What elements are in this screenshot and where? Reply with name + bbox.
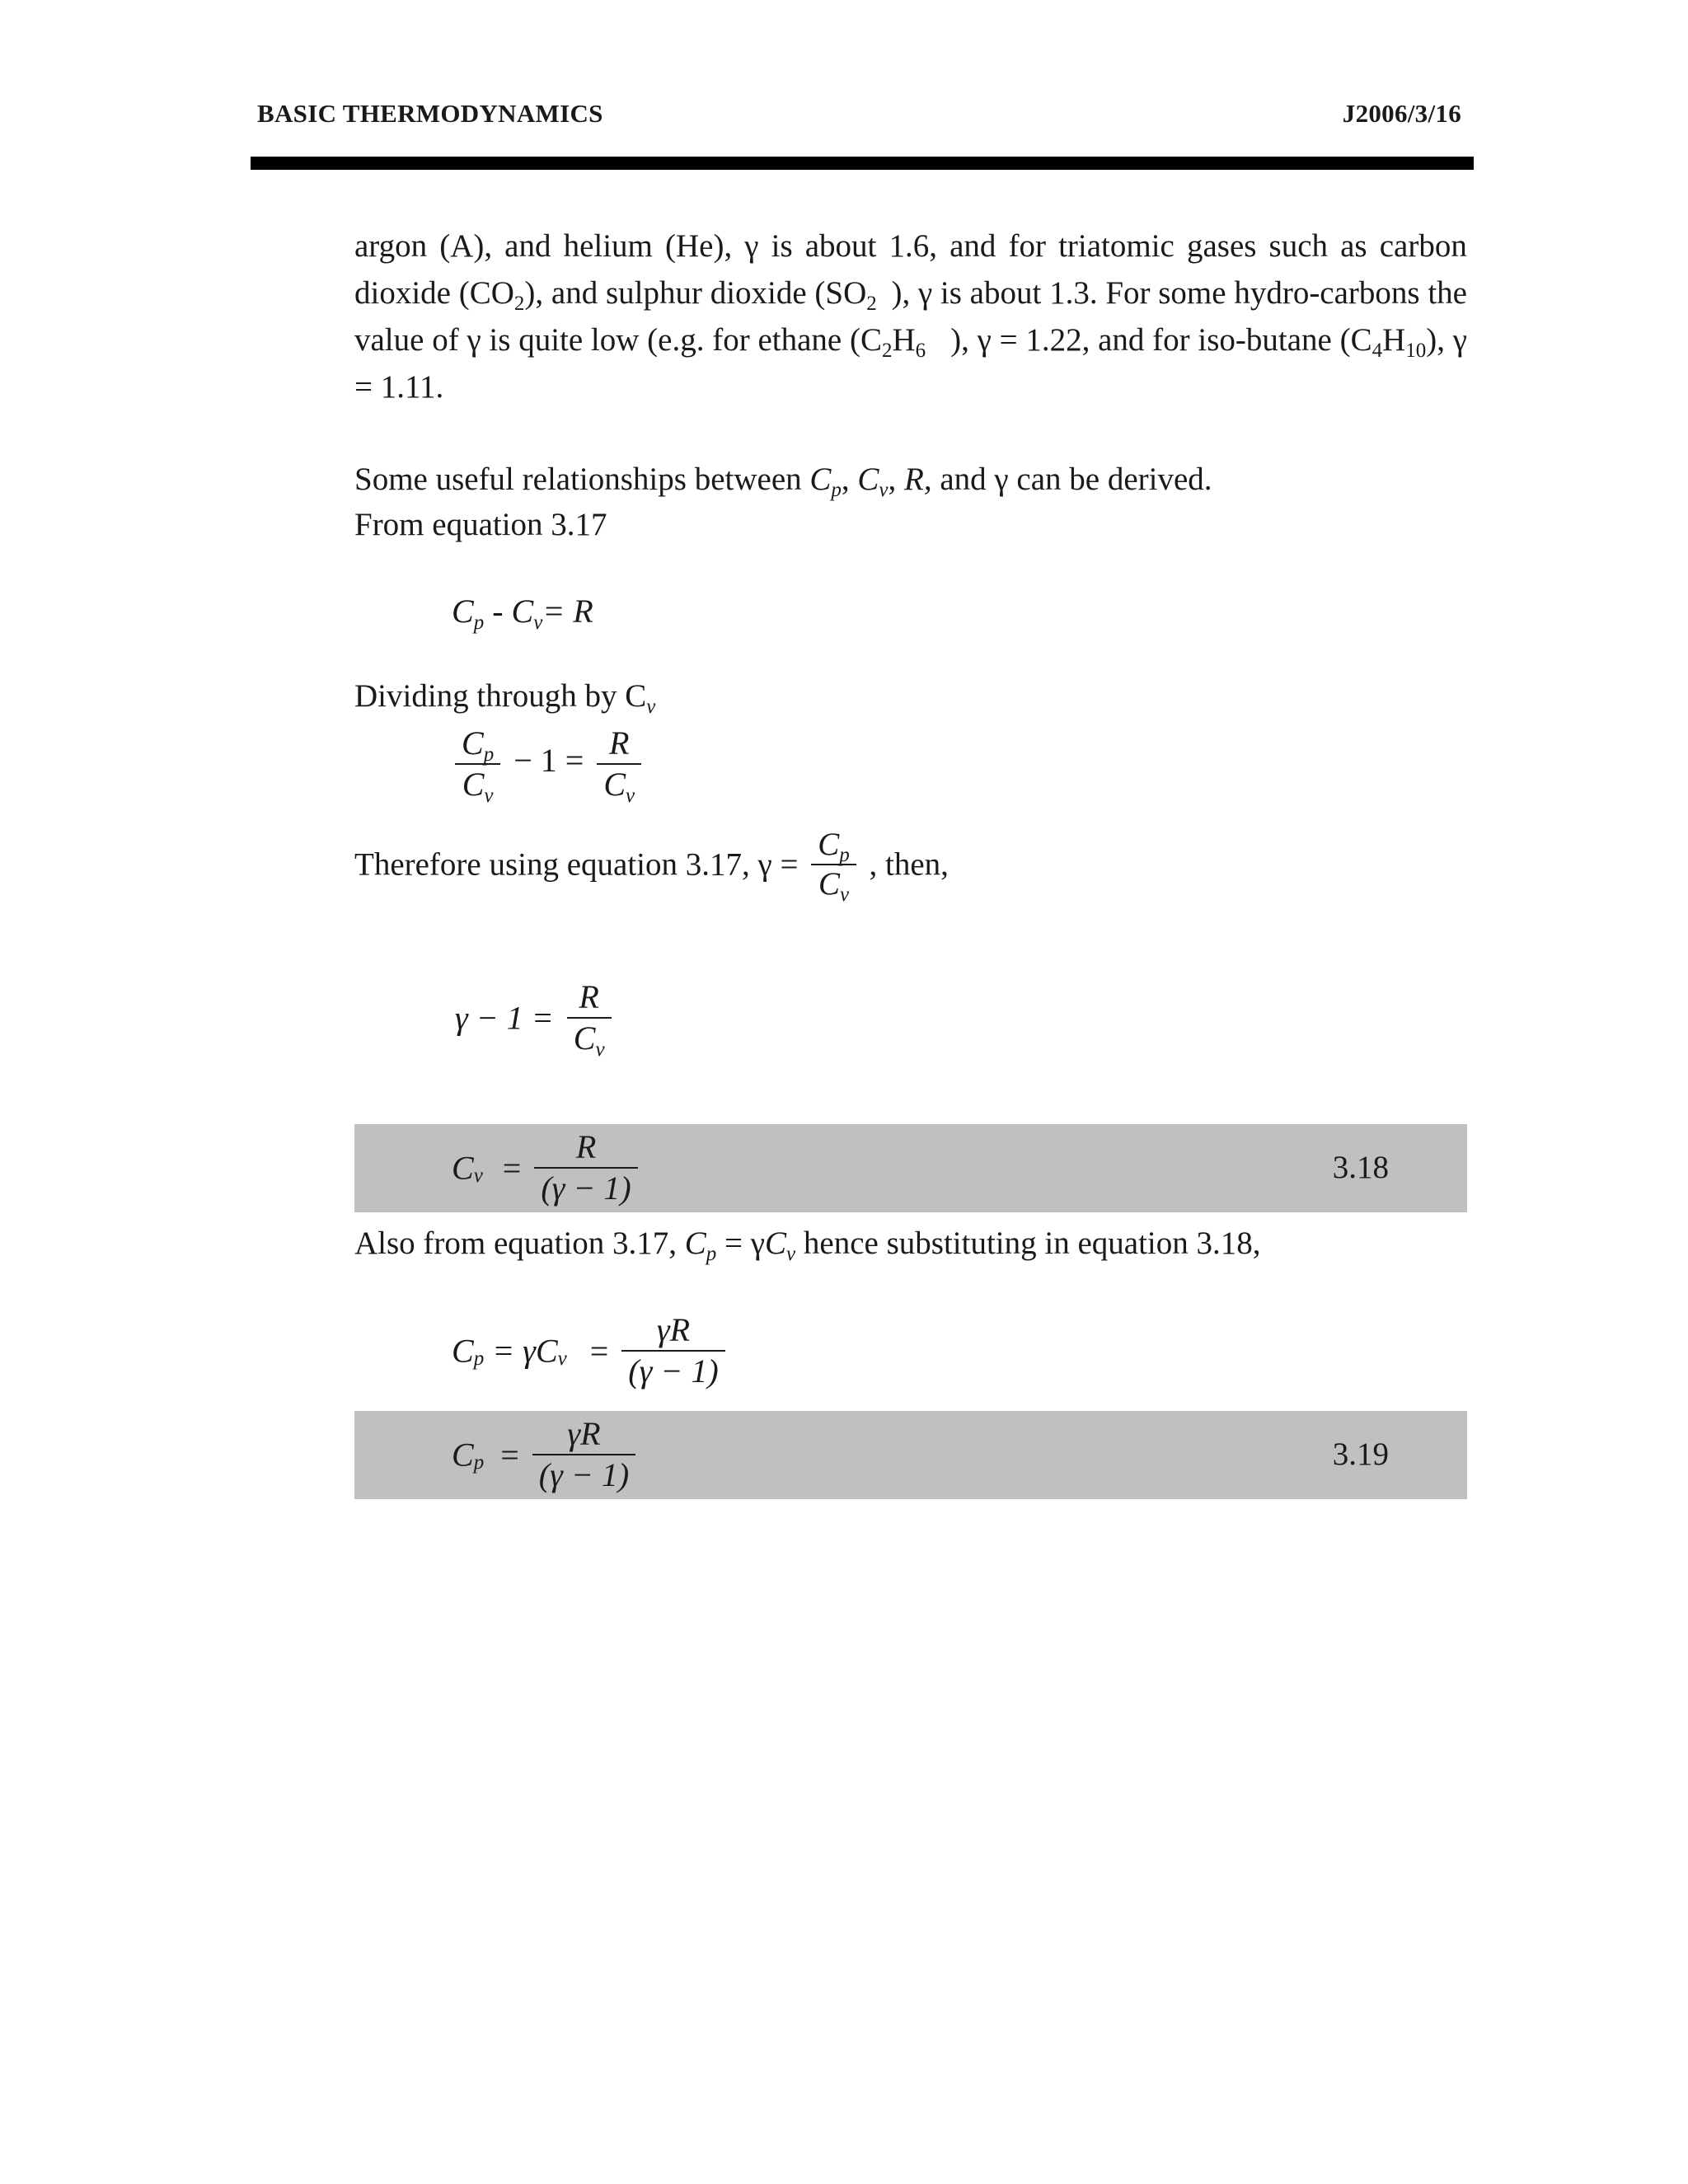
para1-line1-word: and [504,228,551,264]
para1-line1-word: γ [744,228,759,264]
equation-cp-gamma-cv: $C_p = \gamma C_v$ = $\frac{\gamma R}{(\gamma - 1)}$ [452,1310,730,1391]
header-rule [251,157,1474,170]
equation-number-3-18: 3.18 [1332,1150,1389,1185]
fraction-r-over-cv: $\frac{R}{C_v}$ [597,724,641,804]
para1-line2-text-a: dioxide $(CO_2)$, and sulphur dioxide ($SO_2$ [354,275,877,315]
para1-line1-word: and [950,228,996,264]
equation-cp-minus-cv: $C_p - C_v= R$ [452,593,593,634]
equation-gamma-minus-one: γ − 1 = $\frac{R}{C_v}$ [455,977,617,1058]
para1-line1-word: carbon [1379,228,1467,264]
para1-line1-word: for [1008,228,1046,264]
header-page-ref: J2006/3/16 [1342,99,1461,128]
dividing-text: Dividing through by $C_v$ [354,678,656,718]
para1-line3-text-a: value of γ is quite low (e.g. for ethane ($C_2H_6$ [354,322,926,362]
para1-line4: = 1.11. [354,369,444,405]
equation-divided: $\frac{C_p}{C_v}$ − 1 = $\frac{R}{C_v}$ [450,724,646,804]
para1-line2-text-c: ), γ is about 1.3. For some hydro-carbons the [891,275,1467,311]
para1-line1-word: (A), [439,228,493,264]
equation-3-19-box [354,1411,1467,1499]
fraction-gamma-r-over-gamma-minus-one-2: $\frac{\gamma R}{(\gamma - 1)}$ [532,1414,635,1495]
also-line: Also from equation 3.17, $C_p = \gamma C_v$ hence substituting in equation 3.18, [354,1226,1261,1265]
para1-line1-word: gases [1186,228,1257,264]
para1-line1-word: such [1268,228,1329,264]
fraction-r-over-cv-2: $\frac{R}{C_v}$ [567,977,612,1058]
para1-line1-word: 1.6, [889,228,937,264]
para1-line1-word: triatomic [1058,228,1175,264]
para1-line1-word: as [1340,228,1367,264]
header-title: BASIC THERMODYNAMICS [257,99,603,128]
para1-line1-word: argon [354,228,428,264]
fraction-gamma-def: $\frac{C_p}{C_v}$ [811,826,856,903]
fraction-r-over-gamma-minus-one: $\frac{R}{(\gamma - 1)}$ [534,1127,637,1208]
equation-3-19: $C_p$ = $\frac{\gamma R}{(\gamma - 1)}$ [452,1414,640,1495]
fraction-gamma-r-over-gamma-minus-one: $\frac{\gamma R}{(\gamma - 1)}$ [621,1310,724,1391]
para1-line1 [354,223,1467,269]
equation-number-3-19: 3.19 [1332,1436,1389,1472]
para1-line1-word: helium [563,228,653,264]
equation-3-18: $C_v$ = $\frac{R}{(\gamma - 1)}$ [452,1127,643,1208]
para1-line1-word: is [771,228,793,264]
para2-line2: From equation 3.17 [354,507,607,542]
therefore-line: Therefore using equation 3.17, γ = $\frac{C_p}{C_v}$ , then, [354,827,949,906]
para2-line1: Some useful relationships between $C_p$, $C_v$, R, and γ can be derived. [354,462,1212,501]
para1-line3-text-b: ), γ = 1.22, and for iso-butane $(C_4H_{10})$, γ [950,322,1467,362]
para1-line3 [354,316,1467,363]
para1-line2 [354,269,1467,316]
para1-line1-word: (He), [665,228,733,264]
fraction-cp-over-cv: $\frac{C_p}{C_v}$ [455,724,500,804]
para1-line1-word: about [804,228,877,264]
equation-3-18-box [354,1124,1467,1212]
